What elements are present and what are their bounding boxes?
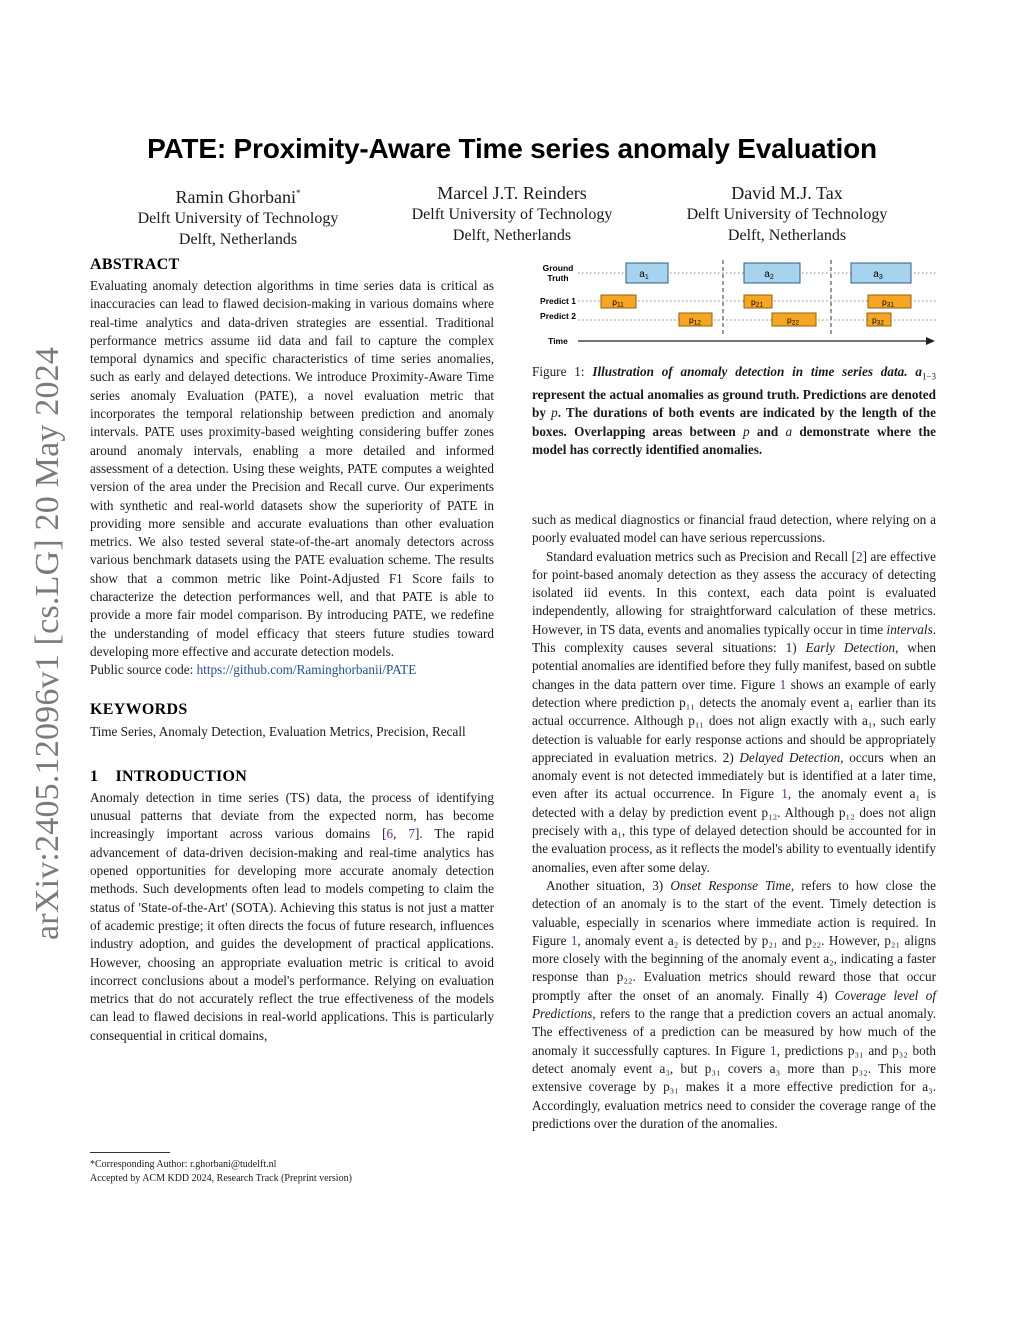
citation-link[interactable]: 7	[408, 826, 415, 842]
author-name: Ramin Ghorbani	[175, 187, 296, 207]
intro-text: Another situation, 3)	[546, 877, 671, 893]
author-block	[88, 182, 388, 250]
author-location: Delft, Netherlands	[178, 231, 298, 248]
intro-emphasis: Delayed Detection	[739, 749, 841, 765]
right-column	[532, 511, 936, 1133]
intro-text: , when potential anomalies are identified before they fully manifest, based on subtle changes in the data pattern over time. Figure	[532, 640, 936, 692]
source-code-link[interactable]: https://github.com/Raminghorbanii/PATE	[196, 662, 417, 678]
svg-text:a1: $a_1$	[639, 269, 649, 281]
row-label-truth: Truth	[547, 273, 569, 283]
intro-emphasis: Onset Response Time	[670, 877, 791, 893]
svg-text:p31: p31	[882, 297, 894, 309]
caption-symbol: p	[743, 423, 750, 439]
intro-emphasis: Early Detection	[805, 640, 896, 656]
author-block	[637, 182, 937, 246]
abstract-text: Evaluating anomaly detection algorithms in time series data is critical as inaccuracies can lead to flawed decision-making in various domains where real-time analytics and data-driven strategies are essential. Traditional performance metrics assume iid data and fail to capture the complex temporal dynamics and specific characteristics of time series anomalies, such as early and delayed detections. We introduce Proximity-Aware Time series anomaly Evaluation (PATE), a novel evaluation metric that incorporates the temporal relationship between prediction and anomaly intervals. PATE uses proximity-based weighting considering buffer zones around anomaly intervals, enabling a more detailed and informed assessment of a detection. Using these weights, PATE computes a weighted version of the area under the Precision and Recall curve. Our experiments with synthetic and real-world datasets show the superiority of PATE in providing more sensible and accurate evaluations than other evaluation metrics. We also tested several state-of-the-art anomaly detectors across various benchmark datasets using the PATE evaluation scheme. The results show that a common metric like Point-Adjusted F1 Score fails to characterize the detection performances well, and that PATE is able to provide a more fair model comparison. By introducing PATE, we redefine the understanding of model efficacy that steers future studies toward developing more effective and accurate detection models.	[90, 278, 494, 659]
figure-link[interactable]: 1	[781, 786, 788, 802]
abstract-heading: ABSTRACT	[90, 256, 180, 273]
svg-text:a2: $a_2$	[764, 269, 774, 281]
left-column	[90, 256, 494, 1045]
svg-text:p22: p22	[787, 315, 799, 327]
intro-text: , occurs when an anomaly event is not detected immediately but is identified at a later time, even after its actual occurrence. In Figure	[532, 749, 936, 802]
figure-1-caption	[532, 363, 936, 459]
intro-text: shows an example of early detection where prediction p₁₁ detects the anomaly event a₁ earlier than its actual occurrence. Although p₁₁ does not align exactly with a₁, such early detection is valuable for early response actions and should be appropriately appreciated in evaluation metrics. 2)	[532, 676, 936, 765]
intro-text: , refers to how close the detection of an anomaly is to the start of the event. Timely detection is valuable, especially in scenarios where immediate action is required. In Figure	[532, 877, 936, 948]
paper-title: PATE: Proximity-Aware Time series anomaly Evaluation	[147, 133, 877, 164]
row-label-ground: Ground	[542, 263, 574, 273]
figure-caption-label: Figure 1:	[532, 364, 593, 379]
anomaly-box-a1	[626, 263, 668, 283]
figure-link[interactable]: 1	[570, 932, 578, 948]
intro-text: Standard evaluation metrics such as Precision and Recall [	[546, 548, 857, 564]
intro-text: ] are effective for point-based anomaly detection as they assess the accuracy of detecting isolated iid events. In this context, each data point is evaluated independently, allowing for straightforward calculation of these metrics. However, in TS data, events and anomalies typically occur in time	[532, 548, 936, 637]
intro-text: ]. The rapid advancement of data-driven decision-making and real-time analytics has opened opportunities for developing more accurate anomaly detection methods. Such developments often lead to models competing to claim the status of 'State-of-the-Art' (SOTA). Achieving this status is not just a matter of academic prestige; it often directs the focus of future research, influences industry adoption, and guides the development of practical applications. However, choosing an appropriate evaluation metric is critical to avoid incorrect conclusions about a model's performance. Relying on evaluation metrics that do not accurately reflect the true effectiveness of the models can lead to flawed decisions in real-world applications. This is particularly consequential in critical domains,	[90, 826, 494, 1043]
caption-text: . The durations of both events are indicated by the length of the boxes. Overlapping areas between	[532, 405, 936, 439]
prediction-box-p21	[744, 295, 772, 309]
intro-emphasis: Coverage level of Predictions	[532, 987, 936, 1022]
intro-paragraph	[532, 548, 936, 877]
intro-text: . This complexity causes several situations: 1)	[532, 621, 936, 656]
anomaly-box-a2	[744, 263, 800, 283]
intro-emphasis: intervals	[886, 621, 933, 637]
intro-paragraph	[532, 877, 936, 1133]
intro-paragraph: Anomaly detection in time series (TS) data, the process of identifying unusual patterns that deviate from the expected norm, has become increasingly important across various domains [6, 7]. The rapid advancement of data-driven decision-making and real-time analytics has opened opportunities for developing more accurate anomaly detection methods. Such developments often lead to models competing to claim the status of 'State-of-the-Art' (SOTA). Achieving this status is not just a matter of academic prestige; it often directs the focus of future research, influences industry adoption, and guides the development of practical applications. However, choosing an appropriate evaluation metric is critical to avoid incorrect conclusions about a model's performance. Relying on evaluation metrics that do not accurately reflect the true effectiveness of the models can lead to flawed decisions in real-world applications. This is particularly consequential in critical domains,	[90, 789, 494, 1043]
prediction-box-p32	[867, 313, 891, 327]
footnotes	[90, 1152, 494, 1186]
anomaly-box-a3	[851, 263, 911, 283]
prediction-box-p11	[601, 295, 636, 309]
author-affiliation: Delft University of Technology	[411, 206, 613, 223]
intro-text: , anomaly event a₂ is detected by p₂₁ and p₂₂. However, p₂₁ aligns more closely with the beginning of the anomaly event a₂, indicating a faster response than p₂₂. Evaluation metrics should reward those that occur promptly after the onset of an anomaly. Finally 4)	[532, 932, 936, 1003]
svg-text:p21: p21	[751, 297, 763, 309]
corresponding-author-note: *Corresponding Author: r.ghorbani@tudelft.nl	[90, 1159, 277, 1170]
caption-symbol: p	[551, 405, 558, 421]
author-location: Delft, Netherlands	[727, 227, 847, 244]
intro-text: , refers to the range that a prediction covers an actual anomaly. The effectiveness of a prediction can be measured by how much of the anomaly it successfully captures. In Figure	[532, 1006, 936, 1058]
source-code-label: Public source code:	[90, 662, 197, 678]
source-code-line	[90, 661, 494, 679]
citation-link[interactable]: 6	[386, 826, 394, 842]
prediction-box-p31	[868, 295, 911, 309]
author-footnote-mark: *	[295, 188, 301, 198]
figure-1-diagram	[532, 250, 936, 354]
svg-text:p12: p12	[689, 315, 701, 327]
figure-caption-title: Illustration of anomaly detection in time series data.	[592, 364, 908, 379]
keywords-text: Time Series, Anomaly Detection, Evaluation Metrics, Precision, Recall	[90, 723, 466, 739]
figure-link[interactable]: 1	[779, 676, 787, 692]
caption-symbol: a	[915, 364, 922, 379]
introduction-heading: 1 INTRODUCTION	[90, 767, 248, 785]
time-axis-arrowhead	[926, 337, 935, 345]
caption-subscript: 1−3	[921, 371, 937, 382]
svg-text:a3: $a_3$	[873, 269, 883, 281]
author-affiliation: Delft University of Technology	[137, 210, 339, 227]
row-label-time: Time	[548, 336, 568, 346]
svg-text:p32: p32	[872, 315, 884, 327]
prediction-box-p12	[679, 313, 712, 327]
caption-text: and	[749, 423, 786, 439]
author-block	[362, 182, 662, 246]
caption-text: demonstrate where the model has correctly identified anomalies.	[532, 423, 937, 457]
citation-link[interactable]: 2	[856, 548, 863, 564]
intro-paragraph-continued: such as medical diagnostics or financial fraud detection, where relying on a poorly evaluated model can have serious repercussions.	[532, 512, 936, 546]
author-name: David M.J. Tax	[731, 183, 843, 203]
acceptance-note: Accepted by ACM KDD 2024, Research Track (Preprint version)	[90, 1173, 352, 1184]
prediction-box-p22	[772, 313, 816, 327]
intro-text: , predictions p₃₁ and p₃₂ both detect anomaly event a₃, but p₃₁ covers a₃ more than p₃₂. This more extensive coverage by p₃₁ makes it a more effective prediction for a₃. Accordingly, evaluation metrics need to consider the coverage range of the predictions over the duration of the anomalies.	[532, 1042, 936, 1131]
footnote-rule	[90, 1152, 170, 1153]
caption-symbol: a	[785, 423, 793, 439]
svg-text:p11: p11	[612, 297, 624, 309]
keywords-heading: KEYWORDS	[90, 700, 188, 718]
intro-text: , the anomaly event a₁ is detected with a delay by prediction event p₁₂. Although p₁₂ does not align precisely with a₁, this type of delayed detection should be accounted for in the evaluation process, as it reflects the model's ability to eventually identify anomalies, even after some delay.	[532, 786, 936, 875]
author-name: Marcel J.T. Reinders	[437, 183, 587, 203]
intro-text: Anomaly detection in time series (TS) data, the process of identifying unusual patterns that deviate from the expected norm, has become increasingly important across various domains [	[90, 789, 494, 842]
figure-link[interactable]: 1	[769, 1042, 777, 1058]
author-affiliation: Delft University of Technology	[686, 206, 888, 223]
arxiv-identifier: arXiv:2405.12096v1 [cs.LG] 20 May 2024	[29, 346, 66, 940]
author-location: Delft, Netherlands	[452, 227, 572, 244]
caption-text: represent the actual anomalies as ground truth. Predictions are denoted by	[532, 386, 936, 421]
row-label-predict-2: Predict 2	[540, 311, 576, 321]
row-label-predict-1: Predict 1	[540, 296, 576, 306]
